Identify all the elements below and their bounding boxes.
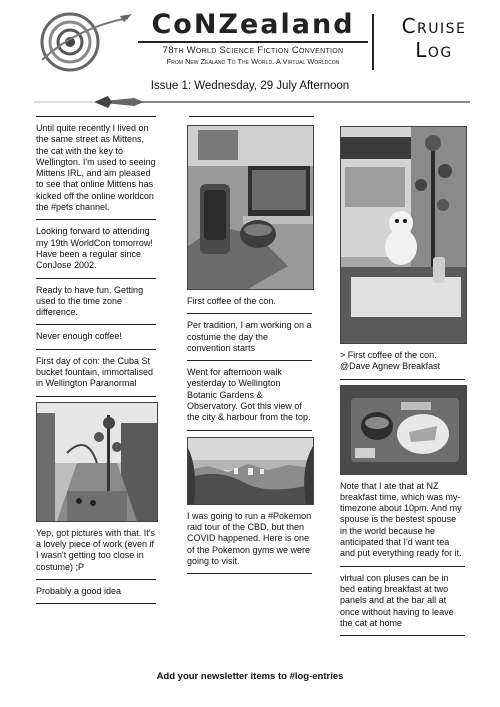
log-entry: I was going to run a #Pokemon raid tour of the CBD, but then COVID happened. Here is one of the Pokemon gyms we were going to visit. [187,510,312,566]
rule [36,324,156,325]
log-entry: Ready to have fun. Getting used to the time zone difference. [36,284,144,318]
brand-rule [138,41,368,43]
photo-bucket-fountain-image [37,403,157,521]
photo-city-harbour-image [188,438,313,504]
rule [36,396,156,397]
rule [187,573,312,574]
footer-note: Add your newsletter items to #log-entries [156,671,344,682]
rule [36,278,156,279]
photo-bucket-fountain [36,402,158,522]
rule [340,566,465,567]
log-entry: virtual con pluses can be in bed eating breakfast at two panels and at the bar all at once without having to leave the cat at home [340,572,454,628]
brand-subtitle: 78th World Science Fiction Convention [162,45,344,56]
issue-heading: Issue 1: Wednesday, 29 July Afternoon [150,80,350,92]
photo-coffee-laptop-image [188,126,313,289]
rule [36,116,156,117]
rocket-divider [34,95,470,109]
photo-breakfast-tray-image [341,386,466,474]
conzealand-swirl-logo [36,8,134,74]
log-entry: Per tradition, I am working on a costume the day the convention starts [187,320,312,353]
header-divider [372,14,374,70]
log-entry: Note that I ate that at NZ breakfast time, which was my-timezone about 10pm. And my spouse is the bestest spouse in the world because he anticipated that I'd want tea and put everything ready for it. [340,480,462,559]
rule [187,360,312,361]
log-entry: Went for afternoon walk yesterday to Wellington Botanic Gardens & Observatory. Got this view of the city & harbour from the top. [187,367,311,423]
log-entry: Probably a good idea [36,585,122,596]
log-entry: Yep, got pictures with that. It's a lovely piece of work (even if I wasn't getting too close in costume) ;P [36,527,155,572]
rule [36,579,156,580]
photo-breakfast-tray [340,385,467,475]
rule [187,313,312,314]
log-entry: First day of con: the Cuba St bucket fountain, immortalised in Wellington Paranormal [36,355,154,389]
rule [36,603,156,604]
photo-city-harbour [187,437,314,505]
photo-pokemon-figure [340,126,467,344]
cruise-title-line1: Cruise [401,14,467,38]
log-entry: Looking forward to attending my 19th WorldCon tomorrow! Have been a regular since ConJose 2002. [36,226,153,271]
rule [189,116,314,117]
cruise-log-title [378,14,490,62]
log-entry: Never enough coffee! [36,331,122,342]
rule [36,219,156,220]
column-1 [36,116,156,604]
log-entry: > First coffee of the con. @Dave Agnew Breakfast [340,350,441,372]
brand-block [138,10,368,67]
brand-tagline: From New Zealand To The World. A Virtual Worldcon [166,57,340,66]
log-entry: Until quite recently I lived on the same street as Mittens, the cat with the key to Wellington. I'm used to seeing Mittens IRL, and am pleased to see that online Mittens has kicked off the online worldcon the #pets channel. [36,123,156,213]
photo-pokemon-figure-image [341,127,466,343]
column-2 [187,116,312,574]
rule [36,349,156,350]
rule [340,379,465,380]
cruise-title-line2: Log [415,38,453,62]
rule [187,430,312,431]
brand-title: CoNZealand [151,9,355,40]
photo-coffee-laptop [187,125,314,290]
rule [340,635,465,636]
column-3 [340,116,465,636]
log-entry: First coffee of the con. [187,296,276,306]
